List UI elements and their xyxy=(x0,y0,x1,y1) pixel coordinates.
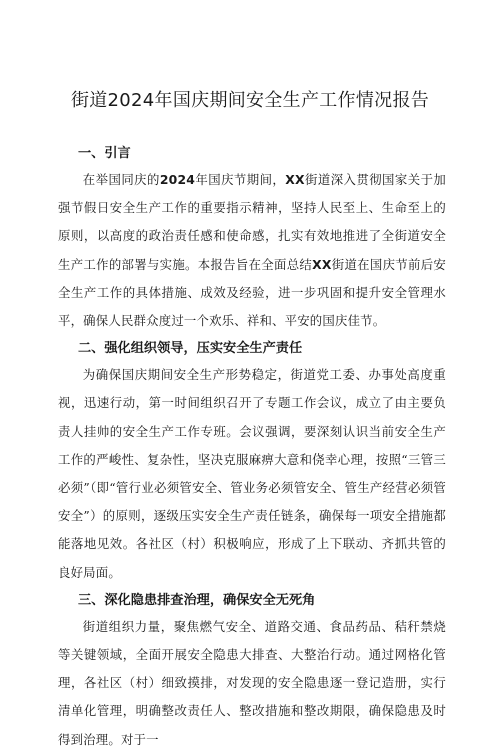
bold-street-name: XX xyxy=(285,172,305,187)
text-run: 街道在国庆节前后安全生产工作的具体措施、成效及经验，进一步巩固和提升安全管理水平，确保人民群众度过一个欢乐、祥和、平安的国庆佳节。 xyxy=(58,256,446,329)
section-heading-hazard-inspection: 三、深化隐患排查治理，确保安全无死角 xyxy=(78,592,316,608)
text-run: 街道深入贯彻国家关于加强节假日安全生产工作的重要指示精神，坚持人民至上、生命至上的原则，以高度的政治责任感和使命感，扎实有效地推进了全街道安全生产工作的部署与实施。本报告旨在全面总结 xyxy=(58,172,447,272)
bold-street-name: XX xyxy=(312,256,332,272)
section-paragraph-organization: 为确保国庆期间安全生产形势稳定，街道党工委、办事处高度重视，迅速行动，第一时间组织召开了专题工作会议，成立了由主要负责人挂帅的安全生产工作专班。会议强调，要深刻认识当前安全生产工作的严峻性、复杂性，坚决克服麻痹大意和侥幸心理，按照“三管三必须”（即“管行业必须管安全、管业务必须管安全、管生产经营必须管安全”）的原则，逐级压实安全生产责任链条，确保每一项安全措施都能落地见效。各社区（村）积极响应，形成了上下联动、齐抓共管的良好局面。 xyxy=(58,367,446,580)
bold-year: 2024 xyxy=(159,172,196,187)
section-paragraph-introduction xyxy=(58,166,446,335)
text-run: 年国庆节期间， xyxy=(195,172,286,187)
document-title: 街道2024年国庆期间安全生产工作情况报告 xyxy=(70,90,430,111)
section-paragraph-hazard-inspection: 街道组织力量，聚焦燃气安全、道路交通、食品药品、秸秆禁烧等关键领域，全面开展安全隐患大排查、大整治行动。通过网格化管理，各社区（村）细致摸排，对发现的安全隐患逐一登记造册，实行清单化管理，明确整改责任人、整改措施和整改期限，确保隐患及时得到治理。对于一 xyxy=(58,618,446,747)
section-heading-introduction: 一、引言 xyxy=(78,146,131,161)
section-heading-organization: 二、强化组织领导，压实安全生产责任 xyxy=(78,341,303,357)
text-run: 在举国同庆的 xyxy=(82,172,160,187)
document-body xyxy=(58,142,446,754)
